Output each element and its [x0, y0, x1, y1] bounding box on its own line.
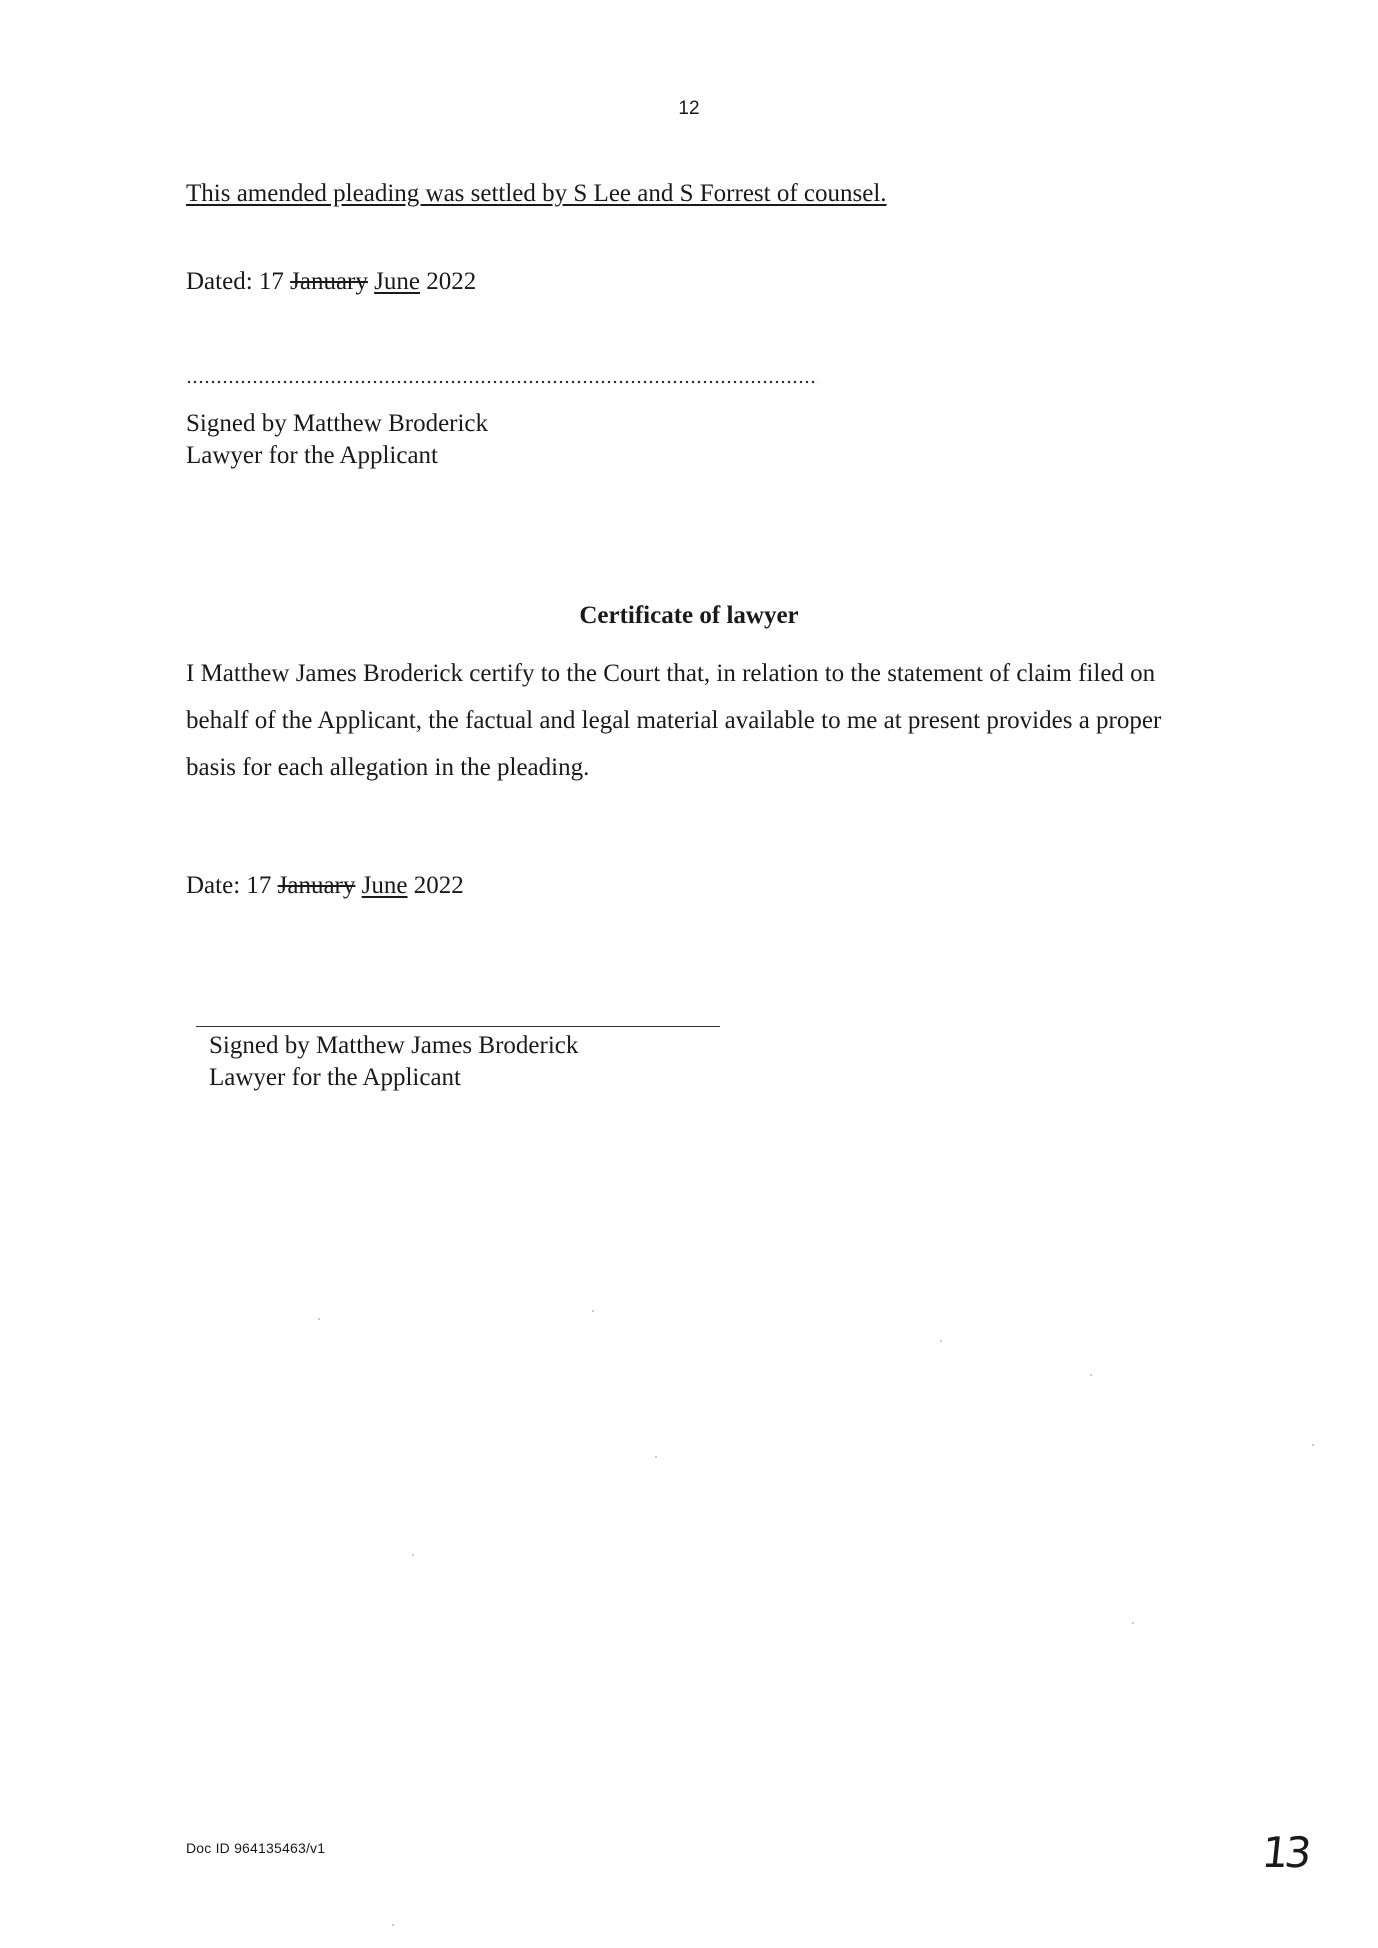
scan-speck [592, 1310, 594, 1312]
date-line [186, 870, 464, 902]
date-suffix: 2022 [407, 872, 464, 899]
dated-prefix: Dated: 17 [186, 268, 291, 295]
page-number: 12 [678, 98, 700, 119]
date-inserted-month: June [361, 872, 408, 899]
second-signer-role: Lawyer for the Applicant [209, 1064, 461, 1091]
certificate-body-line: I Matthew James Broderick certify to the Court that, in relation to the statement of claim filed on [186, 660, 1156, 687]
dated-inserted-month: June [374, 268, 420, 295]
scan-speck [655, 1456, 657, 1458]
certificate-body-line: basis for each allegation in the pleading. [186, 754, 590, 781]
date-prefix: Date: 17 [186, 872, 278, 899]
certificate-body [186, 650, 1242, 791]
scan-speck [412, 1554, 414, 1556]
certificate-body-line: behalf of the Applicant, the factual and legal material available to me at present provides a proper [186, 707, 1162, 734]
document-id: Doc ID 964135463/v1 [186, 1840, 326, 1856]
dated-line [186, 266, 476, 298]
handwritten-page-mark: 13 [1259, 1828, 1311, 1877]
date-struck-month: January [277, 872, 356, 899]
scan-speck [1090, 1374, 1092, 1376]
second-signed-by: Signed by Matthew James Broderick [209, 1032, 579, 1059]
scan-speck [940, 1340, 942, 1342]
scan-speck [1312, 1444, 1314, 1446]
scan-speck [392, 1924, 394, 1926]
first-signed-by: Signed by Matthew Broderick [186, 410, 489, 437]
certificate-heading: Certificate of lawyer [579, 602, 799, 629]
signature-dotted-line [186, 380, 818, 384]
scan-speck [1132, 1622, 1134, 1624]
signature-line [196, 1026, 720, 1027]
first-signer-role: Lawyer for the Applicant [186, 442, 438, 469]
dated-suffix: 2022 [419, 268, 477, 295]
scan-speck [318, 1318, 320, 1320]
settled-by-counsel-note: This amended pleading was settled by S Lee and S Forrest of counsel. [186, 180, 887, 207]
dated-struck-month: January [290, 268, 368, 295]
